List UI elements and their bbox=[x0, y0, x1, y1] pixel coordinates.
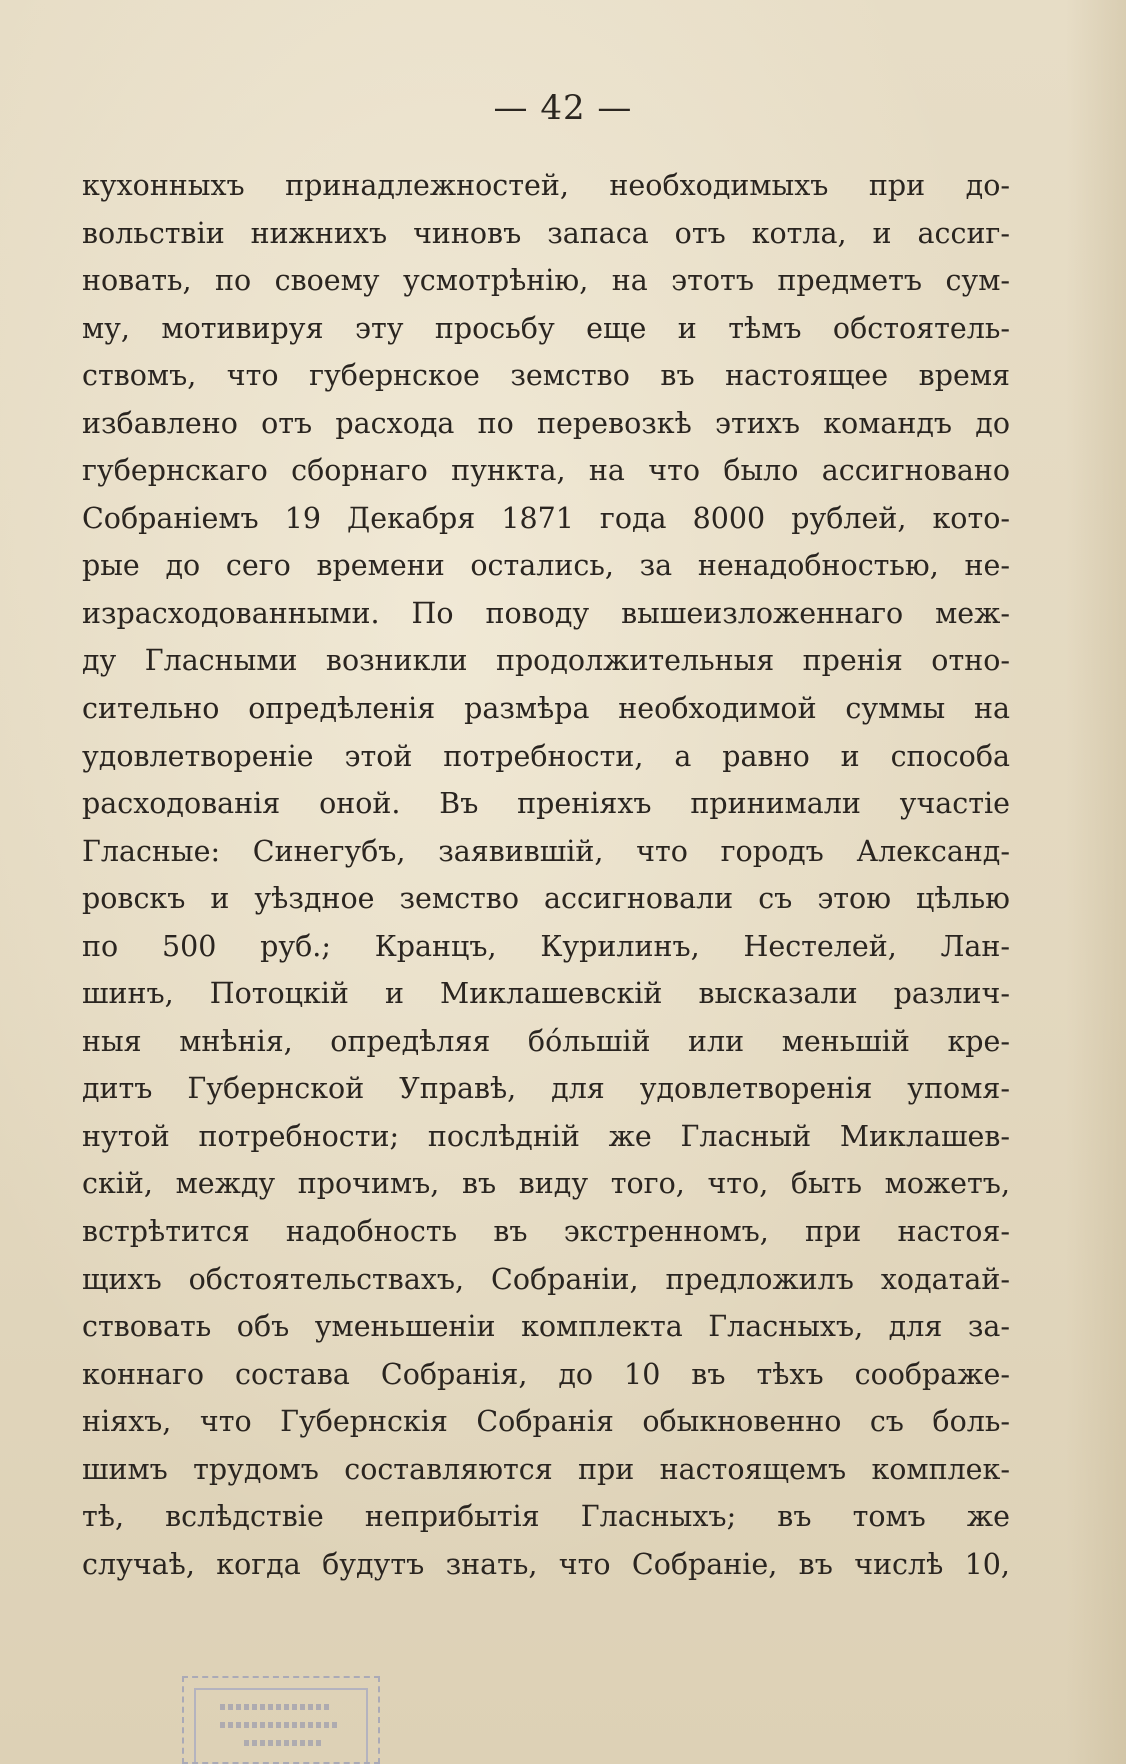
text-line: случаѣ, когда будутъ знать, что Собраніе, въ числѣ 10, bbox=[82, 1547, 1010, 1581]
text-line: удовлетвореніе этой потребности, а равно и способа bbox=[82, 739, 1010, 773]
text-line: ровскъ и уѣздное земство ассигновали съ этою цѣлью bbox=[82, 882, 1010, 916]
library-stamp-mark bbox=[220, 1704, 330, 1710]
text-line: нутой потребности; послѣдній же Гласный Миклашев- bbox=[82, 1119, 1010, 1153]
text-line: ніяхъ, что Губернскія Собранія обыкновенно съ боль- bbox=[82, 1405, 1010, 1439]
text-line: Гласные: Синегубъ, заявившій, что городъ Александ- bbox=[82, 834, 1010, 868]
library-stamp-mark bbox=[244, 1740, 324, 1746]
library-stamp-mark bbox=[220, 1722, 340, 1728]
text-line: расходованія оной. Въ преніяхъ принимали участіе bbox=[82, 787, 1010, 821]
text-line: кухонныхъ принадлежностей, необходимыхъ при до- bbox=[82, 169, 1010, 202]
text-line: щихъ обстоятельствахъ, Собраніи, предложилъ ходатай- bbox=[82, 1262, 1010, 1296]
text-line: коннаго состава Собранія, до 10 въ тѣхъ соображе- bbox=[82, 1357, 1010, 1391]
text-line: му, мотивируя эту просьбу еще и тѣмъ обстоятель- bbox=[82, 311, 1010, 345]
text-line: сительно опредѣленія размѣра необходимой суммы на bbox=[82, 692, 1010, 726]
text-line: израсходованными. По поводу вышеизложеннаго меж- bbox=[82, 596, 1010, 630]
text-line: губернскаго сборнаго пункта, на что было ассигновано bbox=[82, 454, 1010, 488]
text-line: встрѣтится надобность въ экстренномъ, при настоя- bbox=[82, 1215, 1010, 1249]
page-edge-shadow bbox=[1066, 0, 1126, 1764]
page-number: — 42 — bbox=[493, 88, 633, 128]
text-line: ду Гласными возникли продолжительныя пренія отно- bbox=[82, 644, 1010, 678]
text-line: по 500 руб.; Кранцъ, Курилинъ, Нестелей, Лан- bbox=[82, 929, 1010, 963]
text-line: Собраніемъ 19 Декабря 1871 года 8000 рублей, кото- bbox=[82, 501, 1010, 535]
text-line: ствовать объ уменьшеніи комплекта Гласныхъ, для за- bbox=[82, 1310, 1010, 1344]
text-line: новать, по своему усмотрѣнію, на этотъ предметъ сум- bbox=[82, 264, 1010, 298]
library-stamp bbox=[182, 1676, 380, 1764]
text-line: шинъ, Потоцкій и Миклашевскій высказали различ- bbox=[82, 977, 1010, 1011]
text-line: вольствіи нижнихъ чиновъ запаса отъ котла, и ассиг- bbox=[82, 216, 1010, 250]
text-line: скій, между прочимъ, въ виду того, что, быть можетъ, bbox=[82, 1167, 1010, 1201]
text-line: избавлено отъ расхода по перевозкѣ этихъ командъ до bbox=[82, 406, 1010, 440]
text-line: ствомъ, что губернское земство въ настоящее время bbox=[82, 359, 1010, 393]
text-line: шимъ трудомъ составляются при настоящемъ комплек- bbox=[82, 1452, 1010, 1486]
text-line: рые до сего времени остались, за ненадобностью, не- bbox=[82, 549, 1010, 583]
body-text bbox=[82, 162, 1010, 1588]
text-line: дитъ Губернской Управѣ, для удовлетворенія упомя- bbox=[82, 1072, 1010, 1106]
text-line: ныя мнѣнія, опредѣляя бóльшій или меньшій кре- bbox=[82, 1024, 1010, 1058]
text-line: тѣ, вслѣдствіе неприбытія Гласныхъ; въ томъ же bbox=[82, 1500, 1010, 1534]
